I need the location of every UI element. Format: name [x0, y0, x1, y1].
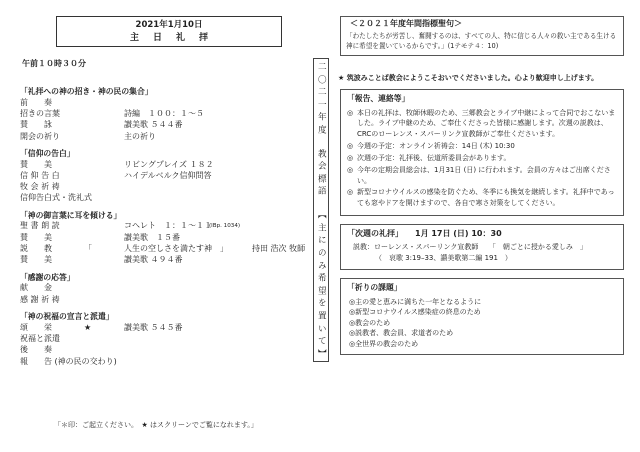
footnote: 「＊印：ご起立ください。 ★ はスクリーンでご覧になれます。」 — [54, 421, 258, 429]
worship-item — [20, 255, 302, 266]
prayer-item — [347, 297, 617, 308]
item-detail: リビングプレイズ １８２ — [124, 159, 214, 169]
report-item — [347, 108, 617, 141]
item-name: 招きの言葉 — [20, 108, 60, 118]
motto-char: 【 — [316, 210, 327, 220]
motto-char: て — [316, 336, 327, 346]
worship-item — [20, 323, 302, 334]
report-text: 今週の予定：オンライン祈祷会：14日 (木) 10:30 — [357, 142, 515, 151]
item-name: 賛 美 — [20, 159, 52, 169]
item-page-ref: (lBp. 1034) — [209, 223, 241, 230]
motto-char: に — [316, 235, 327, 245]
worship-item — [20, 160, 302, 171]
bullet-icon: ◎ — [347, 108, 354, 117]
order-of-worship — [20, 16, 306, 368]
worship-item — [20, 120, 302, 131]
worship-item — [20, 171, 302, 182]
prayer-item — [347, 328, 617, 339]
worship-item — [20, 334, 302, 345]
motto-char: 望 — [316, 285, 327, 296]
worship-item — [20, 244, 306, 255]
announcements-column — [340, 16, 624, 363]
item-name: 感 謝 祈 祷 — [20, 294, 60, 304]
report-text: 新型コロナウイルスの感染を防ぐため、冬季にも換気を継続します。礼拝中であっても窓やドアを開けますので、各自で寒さ対策をしてください。 — [357, 188, 615, 208]
prayer-text: 全世界の教会のため — [355, 339, 419, 348]
worship-item — [20, 109, 302, 120]
worship-item — [20, 283, 302, 294]
report-text: 本日の礼拝は、牧師休暇のため、三郷教会とライブ中継によって合同でおこないました。ライブ中継のため、ご奉仕くださった皆様に感謝します。次週の説教は、CRCのローレンス・スパーリンク宣教師がご奉仕くださいます。 — [357, 108, 616, 139]
item-name: 牧 会 祈 祷 — [20, 182, 60, 192]
bullet-icon: ◎ — [349, 308, 356, 317]
next-service-title: 「次週の礼拝」 — [347, 229, 403, 239]
motto-char: の — [316, 247, 327, 258]
reports-title: 「報告、連絡等」 — [347, 93, 410, 103]
prayer-item — [347, 307, 617, 318]
worship-item — [20, 193, 302, 204]
prayer-list — [347, 297, 617, 350]
motto-char: 年 — [316, 112, 327, 123]
prayer-item — [347, 318, 617, 329]
worship-item — [20, 345, 302, 356]
worship-sections — [20, 86, 306, 368]
report-item — [347, 141, 617, 152]
item-name: 開会の祈り — [20, 131, 60, 141]
worship-item — [20, 357, 302, 368]
section-title: 「感謝の応答」 — [20, 272, 75, 282]
item-name: 説 教 — [20, 244, 52, 254]
next-service-sermon: 説教：ローレンス・スパーリンク宣教師 「 朝ごとに授かる愛しみ 」 — [353, 243, 587, 252]
worship-item — [20, 295, 302, 306]
report-item — [347, 153, 617, 164]
report-text: 今年の定期会員総会は、1月31日 (日) に行われます。会員の方々はご出席ください。 — [357, 165, 611, 185]
item-name: 献 金 — [20, 283, 52, 293]
section-title: 「信仰の告白」 — [20, 148, 75, 158]
motto-char: 希 — [316, 273, 327, 283]
item-name: 前 奏 — [20, 97, 52, 107]
bullet-icon: ◎ — [347, 188, 354, 197]
item-name: 聖 書 朗 読 — [20, 221, 60, 231]
item-name: 賛 詠 — [20, 120, 52, 130]
bullet-icon: ◎ — [349, 329, 356, 338]
item-preacher: 持田 浩次 牧師 — [252, 244, 306, 254]
report-text: 次週の予定：礼拝後、伝道所委員会があります。 — [357, 153, 511, 162]
worship-item — [20, 233, 302, 244]
motto-char: 一 — [316, 99, 327, 110]
section-title: 「礼拝への神の招き・神の民の集合」 — [20, 86, 153, 96]
prayer-title: 「祈りの課題」 — [347, 282, 402, 292]
bullet-icon: ◎ — [347, 165, 354, 174]
item-mark: 「 — [84, 244, 92, 254]
motto-char: 〇 — [316, 74, 327, 85]
reports-box — [340, 89, 624, 216]
motto-char: 教 — [316, 148, 327, 159]
item-detail: 讃美歌 ５４５番 — [124, 322, 183, 332]
prayer-text: 教会のため — [355, 318, 391, 327]
next-service-heading — [347, 229, 617, 239]
item-detail: コヘレト １：１～１１ — [124, 221, 212, 231]
item-detail: 詩編 １００：１～５ — [124, 108, 204, 118]
item-name: 賛 美 — [20, 255, 52, 265]
item-name: 信 仰 告 白 — [20, 170, 60, 180]
motto-char: 二 — [316, 87, 327, 97]
annual-verse-box — [340, 16, 624, 56]
worship-item — [20, 221, 302, 232]
motto-char: い — [316, 323, 327, 334]
worship-item — [20, 132, 302, 143]
motto-char: 会 — [316, 161, 327, 171]
motto-char: 二 — [316, 62, 327, 72]
bullet-icon: ◎ — [349, 297, 356, 306]
item-detail: 主の祈り — [124, 131, 156, 141]
worship-item — [20, 182, 302, 193]
next-service-date: 1月 17日 (日) 10：30 — [415, 229, 502, 239]
motto-char: 度 — [316, 125, 327, 135]
motto-char: 語 — [316, 186, 327, 197]
bullet-icon: ◎ — [349, 318, 356, 327]
item-name: 信仰告白式・洗礼式 — [20, 193, 92, 203]
prayer-text: 新型コロナウイルス感染症の終息のため — [355, 308, 481, 317]
church-motto-vertical — [313, 58, 329, 362]
item-mark: ★ — [84, 322, 92, 332]
motto-char: 主 — [316, 222, 327, 233]
prayer-text: 主の愛と恵みに満ちた一年となるように — [355, 297, 482, 306]
item-name: 報 告 (神の民の交わり) — [20, 356, 117, 366]
motto-char: 標 — [316, 173, 327, 184]
motto-char: 置 — [316, 310, 327, 321]
item-detail: 讃美歌 ５４４番 — [124, 120, 183, 130]
item-detail: 讃美歌 １５番 — [124, 232, 180, 242]
motto-char: を — [316, 298, 327, 308]
annual-verse-text: 「わたしたちが労苦し、奮闘するのは、すべての人、特に信じる人々の救い主である生ける神に希望を置いているからです。」(1テモテ４：10) — [346, 32, 617, 50]
welcome-message: ★ 筑波みことば教会にようこそおいでくださいました。心より歓迎申し上げます。 — [338, 74, 599, 83]
item-name: 祝福と派遣 — [20, 334, 60, 343]
prayer-text: 説教者、教会員、求道者のため — [355, 329, 454, 338]
prayer-box — [340, 278, 624, 355]
item-detail: ハイデルベルク信仰問答 — [124, 170, 212, 180]
motto-char: 】 — [316, 348, 327, 359]
reports-list — [347, 108, 617, 210]
section-title: 「神の祝福の宣言と派遣」 — [20, 311, 114, 321]
item-detail: 人生の空しさを満たす神 」 — [124, 244, 228, 254]
motto-char: み — [316, 260, 327, 271]
item-detail: 讃美歌 ４９４番 — [124, 255, 183, 265]
section-title: 「神の御言葉に耳を傾ける」 — [20, 210, 122, 220]
bullet-icon: ◎ — [347, 142, 354, 151]
service-date: 2021年1月10日 — [135, 20, 203, 30]
report-item — [347, 165, 617, 187]
report-item — [347, 187, 617, 209]
bullet-icon: ◎ — [349, 339, 356, 348]
worship-item — [20, 98, 302, 109]
service-title: 主日礼拝 — [129, 32, 222, 43]
item-name: 頌 栄 — [20, 322, 52, 332]
bullet-icon: ◎ — [347, 153, 354, 162]
next-service-scripture: （ 哀歌 3:19–33、讃美歌第二編 191 ） — [375, 254, 512, 263]
item-name: 後 奏 — [20, 345, 52, 355]
service-time: 午前１０時３０分 — [22, 58, 86, 68]
annual-verse-title: ＜２０２１年度年間指標聖句＞ — [350, 19, 462, 28]
next-service-box — [340, 224, 624, 270]
item-name: 賛 美 — [20, 232, 52, 242]
date-header — [56, 16, 282, 47]
prayer-item — [347, 339, 617, 350]
